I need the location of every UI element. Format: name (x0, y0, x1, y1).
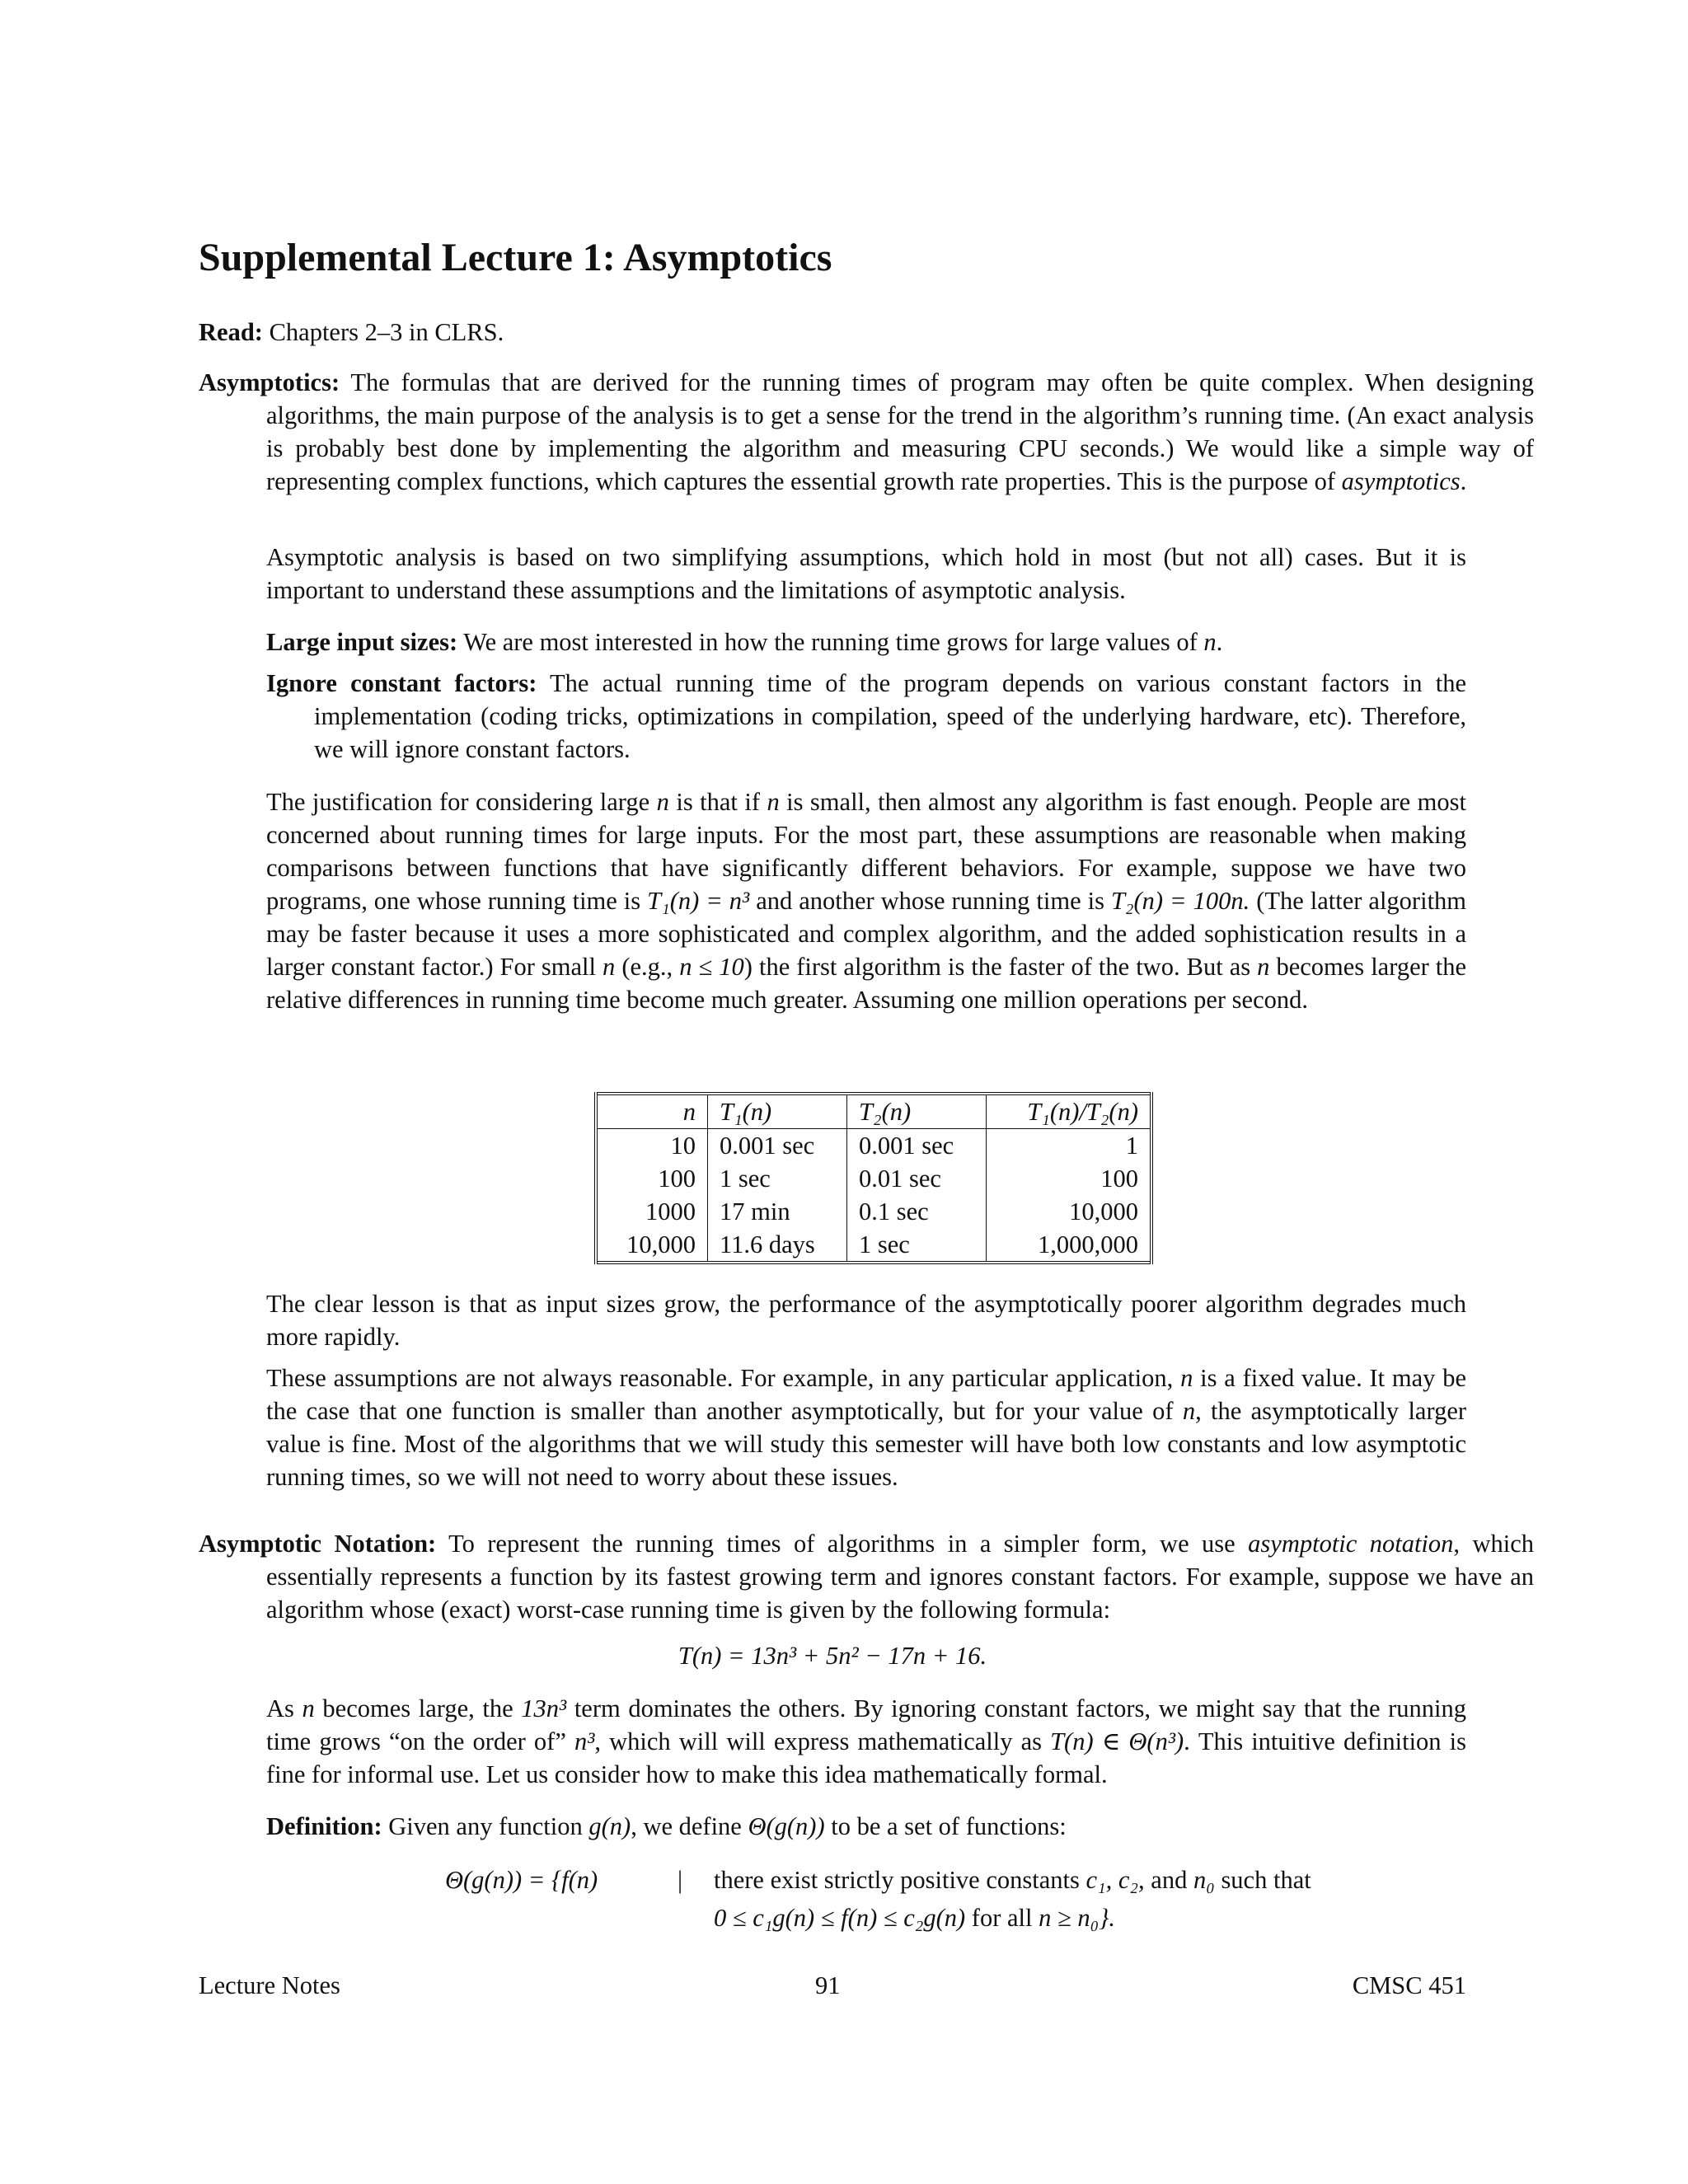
notation-label: Asymptotic Notation: (199, 1530, 437, 1558)
large-input-label: Large input sizes: (266, 628, 458, 656)
definition-line: Definition: Given any function g(n), we define Θ(g(n)) to be a set of functions: (266, 1812, 1067, 1840)
table-header-n: n (596, 1094, 708, 1129)
read-line (199, 316, 1466, 349)
asymptotics-paragraph: Asymptotics: The formulas that are derived for the running times of program may often be quite complex. When designing algorithms, the main purpose of the analysis is to get a sense for the trend in the algorithm’s running time. (An exact analysis is probably best done by implementing the algorithm and measuring CPU seconds.) We would like a simple way of representing complex functions, which captures the essential growth rate properties. This is the purpose of asymptotics. (199, 368, 1534, 495)
table-row: 100 1 sec 0.01 sec 100 (596, 1162, 1151, 1195)
running-time-formula: T(n) = 13n³ + 5n² − 17n + 16. (678, 1642, 987, 1670)
set-builder-bar: | (678, 1866, 683, 1894)
dominant-term-paragraph: As n becomes large, the 13n³ term dominates the others. By ignoring constant factors, we might say that the running time grows “on the order of” n³, which will will express mathematically as T(n) ∈ Θ(n³). This intuitive definition is fine for informal use. Let us consider how to make this idea mathematically formal. (266, 1694, 1467, 1788)
table-row: 10,000 11.6 days 1 sec 1,000,000 (596, 1228, 1151, 1263)
read-text: Chapters 2–3 in CLRS. (269, 318, 504, 346)
theta-condition-line-2: 0 ≤ c₁g(n) ≤ f(n) ≤ c₂g(n) for all n ≥ n₀}. (714, 1904, 1116, 1932)
justification-paragraph: The justification for considering large n is that if n is small, then almost any algorithm is fast enough. People are most concerned about running times for large inputs. For the most part, these assumptions are reasonable when making comparisons between functions that have significantly different behaviors. For example, suppose we have two programs, one whose running time is T₁(n) = n³ and another whose running time is T₂(n) = 100n. (The latter algorithm may be faster because it uses a more sophisticated and complex algorithm, and the added sophistication results in a larger constant factor.) For small n (e.g., n ≤ 10) the first algorithm is the faster of the two. But as n becomes larger the relative differences in running time become much greater. Assuming one million operations per second. (266, 788, 1467, 1014)
asymptotics-emphasis: asymptotics (1341, 467, 1461, 495)
large-input-item: Large input sizes: We are most interested in how the running time grows for large values of n. (266, 628, 1223, 656)
asymptotics-label: Asymptotics: (199, 368, 340, 396)
t1-equation: T₁(n) = n³ (647, 887, 750, 915)
theta-condition-line-1: there exist strictly positive constants c₁, c₂, and n₀ such that (714, 1866, 1311, 1894)
page-title: Supplemental Lecture 1: Asymptotics (199, 236, 832, 279)
table-header-t1: T₁(n) (708, 1094, 847, 1129)
ignore-constants-item: Ignore constant factors: The actual running time of the program depends on various constant factors in the implementation (coding tricks, optimizations in compilation, speed of the underlying hardware, etc). Therefore, we will ignore constant factors. (266, 669, 1466, 763)
footer-left: Lecture Notes (199, 1971, 340, 1999)
t2-equation: T₂(n) = 100n. (1110, 887, 1250, 915)
running-time-table (594, 1092, 1153, 1264)
small-n-condition: n ≤ 10 (679, 953, 744, 981)
table-header-t2: T₂(n) (847, 1094, 987, 1129)
page-number: 91 (815, 1971, 841, 1999)
table-row: 1000 17 min 0.1 sec 10,000 (596, 1195, 1151, 1228)
table-row: 10 0.001 sec 0.001 sec 1 (596, 1129, 1151, 1163)
table-header-ratio: T₁(n)/T₂(n) (987, 1094, 1152, 1129)
notation-paragraph: Asymptotic Notation: To represent the running times of algorithms in a simpler form, we use asymptotic notation, which essentially represents a function by its fastest growing term and ignores constant factors. For example, suppose we have an algorithm whose (exact) worst-case running time is given by the following formula: (199, 1530, 1534, 1624)
footer-right: CMSC 451 (1352, 1971, 1466, 1999)
assumptions-paragraph: Asymptotic analysis is based on two simplifying assumptions, which hold in most (but not all) cases. But it is important to understand these assumptions and the limitations of asymptotic analysis. (266, 543, 1466, 604)
lesson-paragraph: The clear lesson is that as input sizes grow, the performance of the asymptotically poorer algorithm degrades much more rapidly. (266, 1290, 1466, 1351)
definition-label: Definition: (266, 1812, 382, 1840)
ignore-constants-label: Ignore constant factors: (266, 669, 537, 697)
table-header-row (596, 1094, 1151, 1129)
notation-emphasis: asymptotic notation (1248, 1530, 1454, 1558)
read-label: Read: (199, 318, 263, 346)
reasonable-paragraph: These assumptions are not always reasonable. For example, in any particular application, n is a fixed value. It may be the case that one function is smaller than another asymptotically, but for your value of n, the asymptotically larger value is fine. Most of the algorithms that we will study this semester will have both low constants and low asymptotic running times, so we will not need to worry about these issues. (266, 1364, 1467, 1491)
theta-set-lhs: Θ(g(n)) = {f(n) (445, 1866, 598, 1894)
